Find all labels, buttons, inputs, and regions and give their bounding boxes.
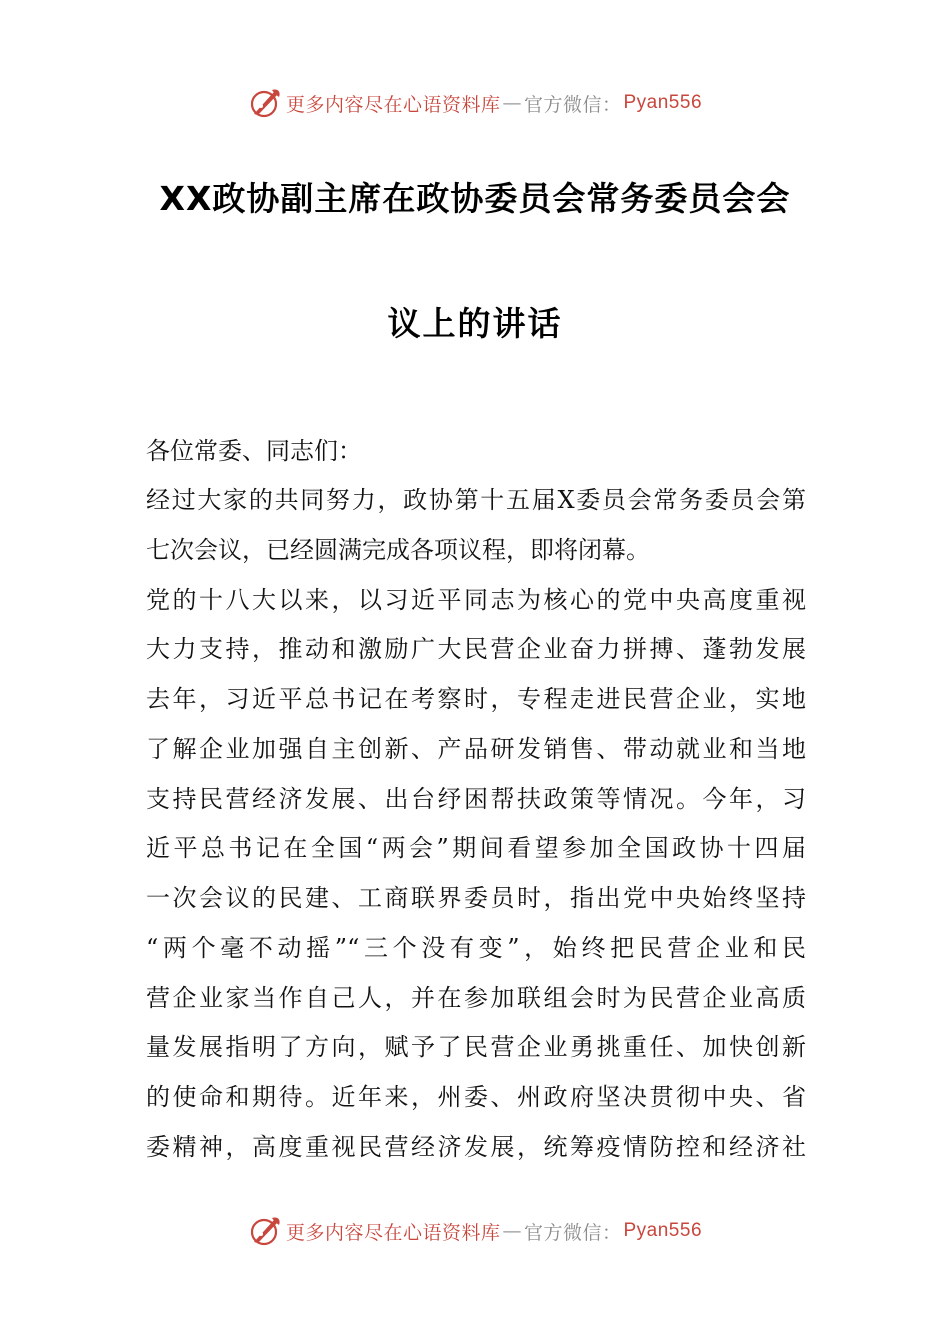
body-line: “两个毫不动摇”“三个没有变”，始终把民营企业和民 — [146, 934, 806, 962]
watermark-dash: — — [502, 1220, 522, 1242]
body-line: 支持民营经济发展、出台纾困帮扶政策等情况。今年，习 — [146, 785, 806, 813]
body-line: 党的十八大以来，以习近平同志为核心的党中央高度重视 — [146, 586, 806, 614]
watermark-sub-text: 官方微信： — [523, 93, 622, 116]
watermark-sub-text: 官方微信： — [523, 1221, 622, 1244]
quill-logo-icon — [248, 86, 282, 120]
body-line: 一次会议的民建、工商联界委员时，指出党中央始终坚持 — [146, 884, 806, 912]
body-line: 量发展指明了方向，赋予了民营企业勇挑重任、加快创新 — [146, 1033, 806, 1061]
body-line: 的使命和期待。近年来，州委、州政府坚决贯彻中央、省 — [146, 1083, 806, 1111]
watermark-wechat-id: Pyan556 — [623, 92, 703, 113]
watermark-dash: — — [502, 92, 522, 114]
document-title-line-1: XX政协副主席在政协委员会常务委员会会 — [159, 179, 791, 218]
body-line: 去年，习近平总书记在考察时，专程走进民营企业，实地 — [146, 685, 806, 713]
watermark-wechat-id: Pyan556 — [623, 1220, 703, 1241]
document-title-line-2: 议上的讲话 — [387, 304, 563, 343]
body-line: 委精神，高度重视民营经济发展，统筹疫情防控和经济社 — [146, 1133, 806, 1161]
body-line: 了解企业加强自主创新、产品研发销售、带动就业和当地 — [146, 735, 806, 763]
watermark-main-text: 更多内容尽在心语资料库 — [285, 93, 501, 116]
body-line: 七次会议，已经圆满完成各项议程，即将闭幕。 — [146, 536, 650, 564]
body-line: 近平总书记在全国“两会”期间看望参加全国政协十四届 — [146, 834, 806, 862]
watermark-banner-top — [0, 83, 950, 123]
body-line: 经过大家的共同努力，政协第十五届X委员会常务委员会第 — [146, 486, 806, 514]
watermark-main-text: 更多内容尽在心语资料库 — [285, 1221, 501, 1244]
body-line-salutation: 各位常委、同志们： — [146, 437, 362, 465]
quill-logo-icon — [248, 1214, 282, 1248]
watermark-banner-bottom — [0, 1211, 950, 1251]
body-line: 营企业家当作自己人，并在参加联组会时为民营企业高质 — [146, 984, 806, 1012]
body-line: 大力支持，推动和激励广大民营企业奋力拼搏、蓬勃发展 — [146, 635, 806, 663]
